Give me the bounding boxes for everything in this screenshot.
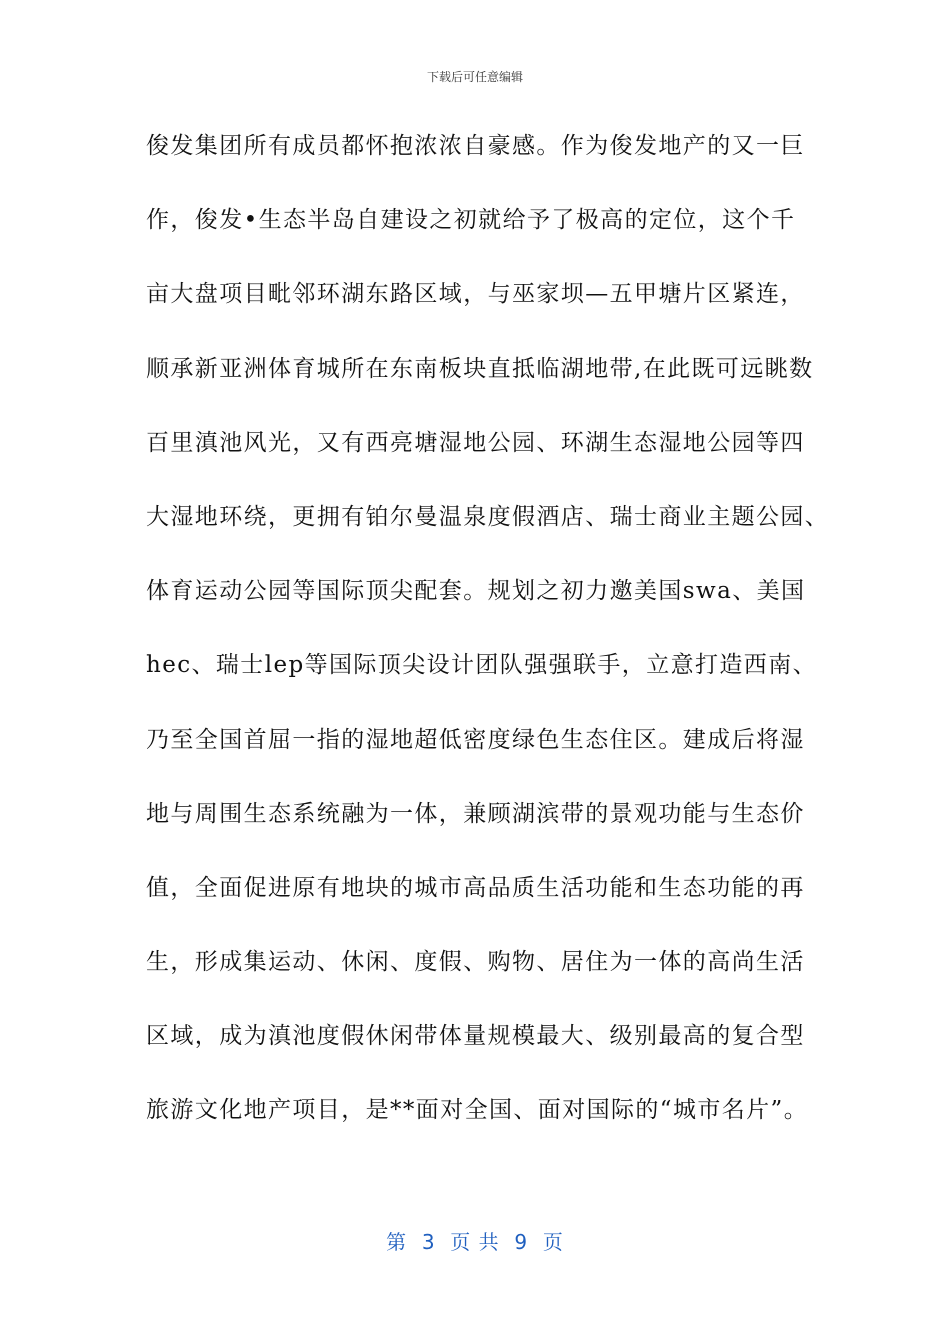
body-text: [146, 124, 830, 1163]
text-line: hec、瑞士lep等国际顶尖设计团队强强联手，立意打造西南、: [146, 652, 817, 679]
text-line: 值，全面促进原有地块的城市高品质生活功能和生态功能的再: [146, 874, 805, 901]
text-line: 作，俊发•生态半岛自建设之初就给予了极高的定位，这个千: [146, 207, 796, 234]
page-number-footer: [0, 1226, 950, 1255]
text-line: 体育运动公园等国际顶尖配套。规划之初力邀美国swa、美国: [146, 578, 806, 605]
text-line: 顺承新亚洲体育城所在东南板块直抵临湖地带,在此既可远眺数: [146, 355, 814, 382]
text-line: 区域，成为滇池度假休闲带体量规模最大、级别最高的复合型: [146, 1023, 805, 1050]
text-line: 大湿地环绕，更拥有铂尔曼温泉度假酒店、瑞士商业主题公园、: [146, 503, 830, 530]
text-line: 地与周围生态系统融为一体，兼顾湖滨带的景观功能与生态价: [146, 800, 805, 827]
text-line: 百里滇池风光，又有西亮塘湿地公园、环湖生态湿地公园等四: [146, 429, 805, 456]
text-line: 俊发集团所有成员都怀抱浓浓自豪感。作为俊发地产的又一巨: [146, 133, 805, 159]
header-note: 下载后可任意编辑: [426, 70, 523, 84]
text-line: 旅游文化地产项目，是**面对全国、面对国际的“城市名片”。: [146, 1097, 809, 1124]
text-line: 亩大盘项目毗邻环湖东路区域，与巫家坝—五甲塘片区紧连，: [146, 281, 805, 308]
page-number-label: 第 3 页 共 9 页: [386, 1230, 564, 1254]
text-line: 生，形成集运动、休闲、度假、购物、居住为一体的高尚生活: [146, 949, 805, 976]
text-line: 乃至全国首屈一指的湿地超低密度绿色生态住区。建成后将湿: [146, 726, 805, 753]
